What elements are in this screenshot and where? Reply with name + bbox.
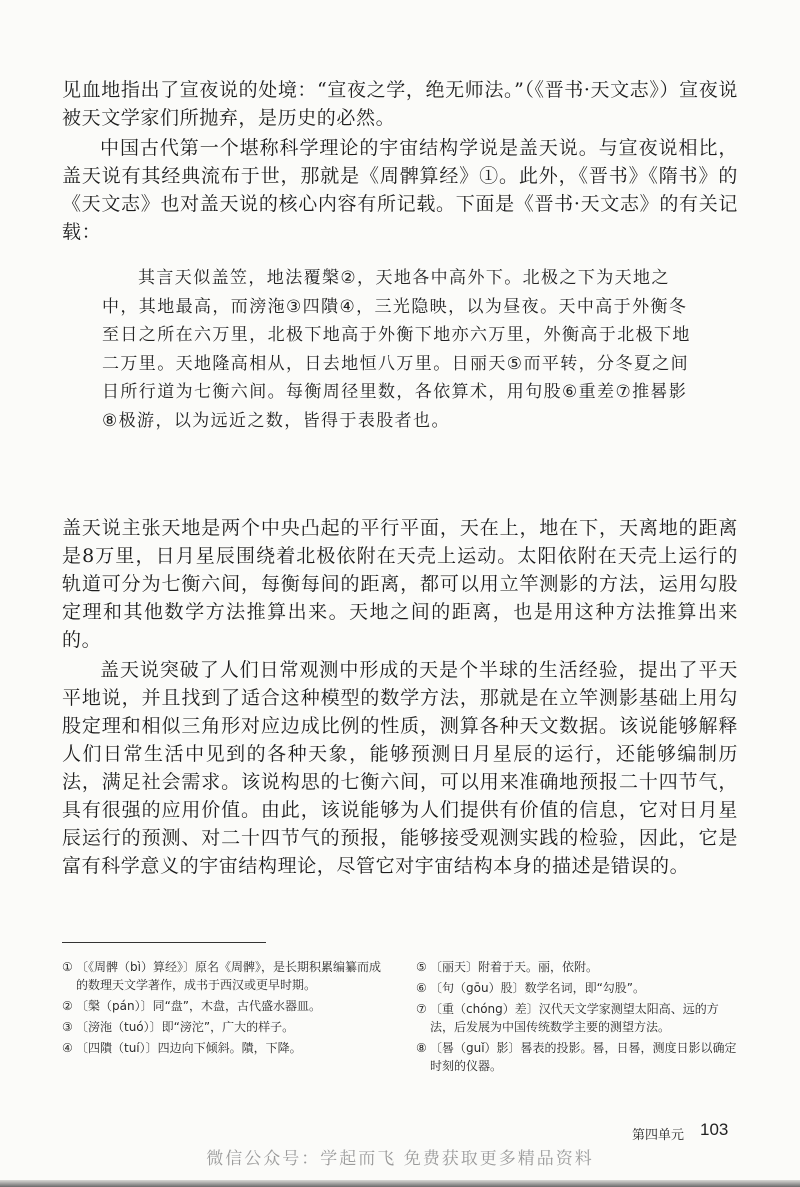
footnote-item [416,979,738,997]
scan-bottom-edge [0,1180,800,1187]
footnote-text: 〔四隤（tuí）〕四边向下倾斜。隤，下降。 [76,1041,302,1055]
footnote-item [62,997,392,1015]
footnote-text: 〔句（gōu）股〕数学名词，即“勾股”。 [430,981,645,995]
paragraph-gaitian-evaluation: 盖天说突破了人们日常观测中形成的天是个半球的生活经验，提出了平天平地说，并且找到了适合这种模型的数学方法，那就是在立竿测影基础上用勾股定理和相似三角形对应边成比例的性质，测算各种天文数据。该说能够解释人们日常生活中见到的各种天象，能够预测日月星辰的运行，还能够编制历法，满足社会需求。该说构思的七衡六间，可以用来准确地预报二十四节气，具有很强的应用价值。由此，该说能够为人们提供有价值的信息，它对日月星辰运行的预测、对二十四节气的预报，能够接受观测实践的检验，因此，它是富有科学意义的宇宙结构理论，尽管它对宇宙结构本身的描述是错误的。 [62,659,738,877]
footnote-number: ⑥ [416,981,427,995]
footnote-number: ③ [62,1020,73,1034]
footnote-number: ① [62,960,73,974]
footnote-divider [62,942,266,943]
footnote-item [416,1000,738,1036]
paragraph-gaitian-claims: 盖天说主张天地是两个中央凸起的平行平面，天在上，地在下，天离地的距离是8万里，日月星辰围绕着北极依附在天壳上运动。太阳依附在天壳上运行的轨道可分为七衡六间，每衡每间的距离，都可以用立竿测影的方法，运用勾股定理和其他数学方法推算出来。天地之间的距离，也是用这种方法推算出来的。 [62,517,738,651]
footnote-text: 〔丽天〕附着于天。丽，依附。 [430,960,599,974]
footnote-number: ② [62,999,73,1013]
footnotes-right-column [416,958,738,1078]
page-number: 103 [700,1120,729,1139]
footnote-item [416,1039,738,1075]
footnote-text: 〔晷（guǐ）影〕晷表的投影。晷，日晷，测度日影以确定时刻的仪器。 [430,1041,737,1073]
footnote-item [416,958,738,976]
footnote-number: ④ [62,1041,73,1055]
paragraph-gaitian-intro: 中国古代第一个堪称科学理论的宇宙结构学说是盖天说。与宣夜说相比，盖天说有其经典流布于世，那就是《周髀算经》①。此外，《晋书》《隋书》的《天文志》也对盖天说的核心内容有所记载。下面是《晋书·天文志》的有关记载： [62,137,738,243]
footnote-text: 〔槃（pán）〕同“盘”，木盘，古代盛水器皿。 [76,999,322,1013]
unit-label: 第四单元 [632,1128,685,1143]
watermark-text: 微信公众号：学起而飞 免费获取更多精品资料 [206,1149,594,1169]
footnote-item [62,958,392,994]
footnote-text: 〔滂沲（tuó）〕即“滂沱”，广大的样子。 [76,1020,295,1034]
footnotes-left-column [62,958,392,1060]
footnote-item [62,1039,392,1057]
footnote-item [62,1018,392,1036]
footnote-text: 〔重（chóng）差〕汉代天文学家测望太阳高、远的方法，后发展为中国传统数学主要的测望方法。 [430,1002,719,1034]
footnote-number: ⑦ [416,1002,427,1016]
paragraph-continuation: 见血地指出了宣夜说的处境：“宣夜之学，绝无师法。”（《晋书·天文志》）宣夜说被天文学家们所抛弃，是历史的必然。 [62,79,738,129]
footnote-number: ⑧ [416,1041,427,1055]
footnote-number: ⑤ [416,960,427,974]
jinshu-quotation: 其言天似盖笠，地法覆槃②，天地各中高外下。北极之下为天地之中，其地最高，而滂沲③四隤④，三光隐映，以为昼夜。天中高于外衡冬至日之所在六万里，北极下地高于外衡下地亦六万里，外衡高于北极下地二万里。天地隆高相从，日去地恒八万里。日丽天⑤而平转，分冬夏之间日所行道为七衡六间。每衡周径里数，各依算术，用句股⑥重差⑦推晷影⑧极游，以为远近之数，皆得于表股者也。 [102,268,691,431]
footnote-text: 〔《周髀（bì）算经》〕原名《周髀》，是长期积累编纂而成的数理天文学著作，成书于西汉或更早时期。 [76,960,381,992]
